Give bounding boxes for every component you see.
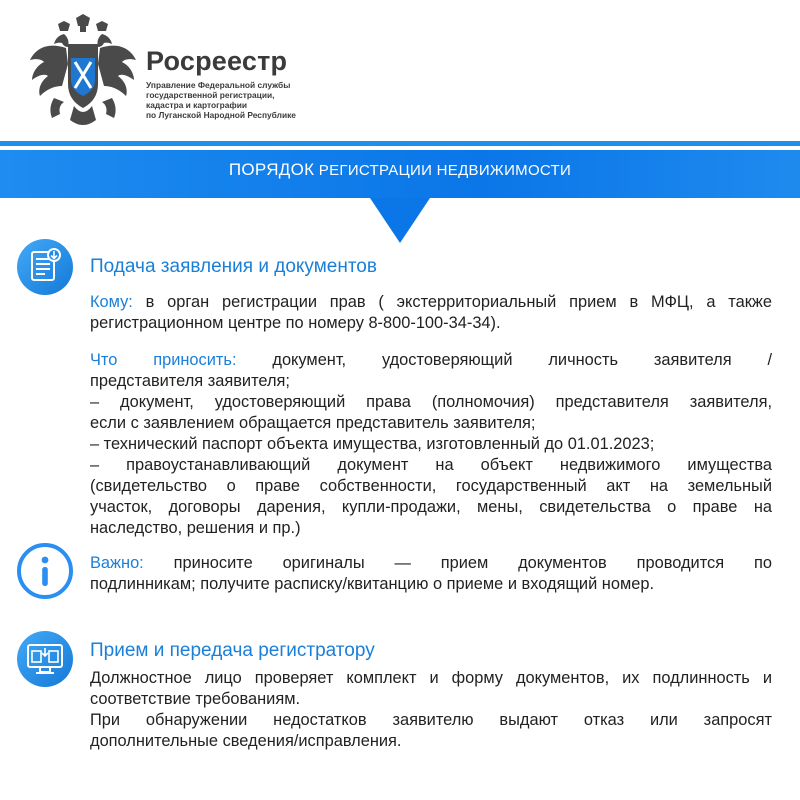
org-subtitle-line: Управление Федеральной службы [146, 80, 291, 90]
brand-name: Росреестр [146, 46, 288, 76]
important-word: приносите [173, 554, 253, 572]
org-subtitle-line: государственной регистрации, [146, 90, 275, 100]
registrar-paragraph [90, 668, 772, 752]
documents-line: (свидетельство о праве собственности, государственный акт на земельный [90, 477, 772, 495]
documents-paragraph [90, 350, 772, 539]
banner-title [0, 160, 800, 180]
documents-line: – правоустанавливающий документ на объект недвижимого имущества [90, 456, 772, 474]
header-divider [0, 141, 800, 146]
recipient-text-line2: регистрационном центре по номеру 8-800-100-34-34). [90, 314, 501, 332]
bring-label-word: приносить: [153, 351, 237, 369]
important-word: документов [518, 554, 607, 572]
bring-word: личность [548, 351, 619, 369]
info-icon [16, 542, 74, 600]
banner-title-rest: РЕГИСТРАЦИИ НЕДВИЖИМОСТИ [314, 162, 572, 179]
section-title-registrar: Прием и передача регистратору [90, 640, 375, 661]
section-title-submission: Подача заявления и документов [90, 256, 377, 277]
bring-word: / [767, 351, 772, 369]
rosreestr-emblem-icon [28, 14, 138, 132]
documents-line: если с заявлением обращается представитель заявителя; [90, 414, 536, 432]
documents-first-line [90, 350, 772, 371]
documents-line: представителя заявителя; [90, 372, 290, 390]
recipient-paragraph [90, 292, 772, 334]
registrar-line: дополнительные сведения/исправления. [90, 732, 402, 750]
org-subtitle-line: кадастра и картографии [146, 100, 248, 110]
registrar-line: При обнаружении недостатков заявителю выдают отказ или запросят [90, 711, 772, 729]
important-first-line [90, 553, 772, 574]
recipient-text: в орган регистрации прав ( экстерриториальный прием в МФЦ, а также [132, 293, 772, 311]
banner-title-main: ПОРЯДОК [228, 160, 315, 179]
documents-line: – документ, удостоверяющий права (полномочия) представителя заявителя, [90, 393, 772, 411]
documents-line: участок, договоры дарения, купли-продажи, мены, свидетельства о праве на [90, 498, 772, 516]
bring-word: заявителя [653, 351, 732, 369]
bring-label-word: Что [90, 351, 118, 369]
registrar-line: Должностное лицо проверяет комплект и форму документов, их подлинность и [90, 669, 772, 687]
important-line: подлинникам; получите расписку/квитанцию о приеме и входящий номер. [90, 575, 655, 593]
important-word: — [394, 554, 411, 572]
important-word: проводится [636, 554, 725, 572]
registrar-line: соответствие требованиям. [90, 690, 301, 708]
recipient-label: Кому: [90, 293, 133, 311]
important-word: прием [440, 554, 489, 572]
important-word: по [753, 554, 772, 572]
document-upload-icon [16, 238, 74, 296]
bring-word: удостоверяющий [381, 351, 513, 369]
documents-line: наследство, решения и пр.) [90, 519, 301, 537]
important-word: оригиналы [282, 554, 365, 572]
down-arrow-icon [370, 198, 430, 243]
important-paragraph [90, 553, 772, 595]
org-subtitle [146, 80, 316, 120]
computer-transfer-icon [16, 630, 74, 688]
org-subtitle-line: по Луганской Народной Республике [146, 110, 296, 120]
documents-line: – технический паспорт объекта имущества, изготовленный до 01.01.2023; [90, 435, 655, 453]
important-label: Важно: [90, 554, 144, 572]
bring-word: документ, [272, 351, 347, 369]
